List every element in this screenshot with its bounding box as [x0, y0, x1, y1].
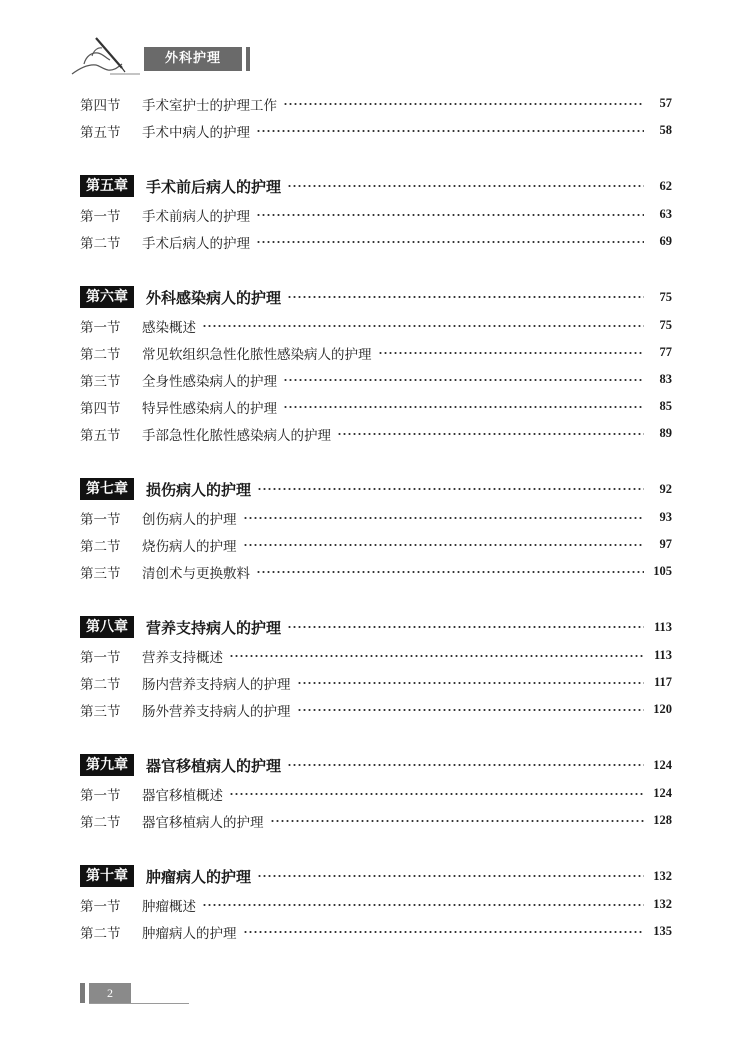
dot-leader	[378, 351, 645, 355]
section-title: 清创术与更换敷料	[142, 565, 250, 582]
dot-leader	[243, 543, 645, 547]
section-row[interactable]	[80, 339, 672, 366]
dot-leader	[256, 213, 644, 217]
section-title: 器官移植概述	[142, 787, 223, 804]
section-title: 营养支持概述	[142, 649, 223, 666]
chapter-page-number: 75	[659, 289, 672, 304]
section-row[interactable]	[80, 918, 672, 945]
chapter-block	[80, 861, 672, 945]
section-row[interactable]	[80, 420, 672, 447]
chapter-label: 第六章	[80, 286, 134, 308]
section-label: 第一节	[80, 787, 121, 804]
section-label: 第二节	[80, 346, 121, 363]
section-label: 第一节	[80, 319, 121, 336]
dot-leader	[243, 516, 645, 520]
section-label: 第四节	[80, 97, 121, 114]
chapter-label: 第九章	[80, 754, 134, 776]
footer-bar	[80, 983, 85, 1003]
section-page-number: 75	[659, 318, 672, 332]
section-page-number: 83	[659, 372, 672, 386]
chapter-label: 第七章	[80, 478, 134, 500]
chapter-title: 营养支持病人的护理	[146, 618, 282, 637]
chapter-row[interactable]	[80, 750, 672, 780]
book-title: 外科护理	[144, 47, 242, 71]
section-page-number: 69	[659, 234, 672, 248]
chapter-page-number: 62	[659, 178, 672, 193]
section-label: 第一节	[80, 208, 121, 225]
header-edge-bar	[246, 47, 250, 71]
section-row[interactable]	[80, 228, 672, 255]
dot-leader	[297, 681, 645, 685]
section-page-number: 105	[653, 564, 672, 578]
chapter-row[interactable]	[80, 282, 672, 312]
section-row[interactable]	[80, 201, 672, 228]
section-page-number: 93	[659, 510, 672, 524]
section-title: 常见软组织急性化脓性感染病人的护理	[142, 346, 372, 363]
section-label: 第三节	[80, 373, 121, 390]
section-row[interactable]	[80, 393, 672, 420]
section-title: 感染概述	[142, 319, 196, 336]
dot-leader	[256, 129, 644, 133]
dot-leader	[283, 378, 644, 382]
section-label: 第二节	[80, 676, 121, 693]
section-label: 第五节	[80, 124, 121, 141]
section-label: 第二节	[80, 814, 121, 831]
section-label: 第五节	[80, 427, 121, 444]
section-title: 全身性感染病人的护理	[142, 373, 277, 390]
chapter-row[interactable]	[80, 612, 672, 642]
section-title: 特异性感染病人的护理	[142, 400, 277, 417]
section-page-number: 57	[659, 96, 672, 110]
dot-leader	[257, 874, 644, 878]
page-footer	[80, 983, 190, 1005]
section-title: 肠内营养支持病人的护理	[142, 676, 291, 693]
section-label: 第一节	[80, 511, 121, 528]
chapter-title: 损伤病人的护理	[146, 480, 252, 499]
section-label: 第四节	[80, 400, 121, 417]
section-title: 手术后病人的护理	[142, 235, 250, 252]
chapter-page-number: 124	[653, 757, 672, 772]
section-page-number: 77	[659, 345, 672, 359]
dot-leader	[270, 819, 645, 823]
dot-leader	[229, 654, 644, 658]
section-page-number: 85	[659, 399, 672, 413]
section-label: 第一节	[80, 649, 121, 666]
chapter-row[interactable]	[80, 474, 672, 504]
dot-leader	[202, 324, 644, 328]
section-page-number: 117	[653, 675, 672, 689]
section-page-number: 124	[653, 786, 672, 800]
section-title: 肠外营养支持病人的护理	[142, 703, 291, 720]
dot-leader	[283, 405, 644, 409]
chapter-label: 第八章	[80, 616, 134, 638]
chapter-block	[80, 750, 672, 834]
section-label: 第一节	[80, 898, 121, 915]
section-row[interactable]	[80, 90, 672, 117]
section-label: 第二节	[80, 925, 121, 942]
dot-leader	[287, 763, 644, 767]
section-page-number: 97	[659, 537, 672, 551]
section-row[interactable]	[80, 696, 672, 723]
chapter-block	[80, 90, 672, 144]
section-row[interactable]	[80, 504, 672, 531]
hand-writing-pen-icon	[70, 34, 142, 78]
chapter-title: 手术前后病人的护理	[146, 177, 282, 196]
page-header	[70, 30, 270, 78]
section-label: 第二节	[80, 538, 121, 555]
section-row[interactable]	[80, 531, 672, 558]
chapter-block	[80, 282, 672, 447]
chapter-page-number: 92	[659, 481, 672, 496]
section-title: 器官移植病人的护理	[142, 814, 264, 831]
section-row[interactable]	[80, 807, 672, 834]
section-page-number: 63	[659, 207, 672, 221]
section-row[interactable]	[80, 366, 672, 393]
section-title: 手术前病人的护理	[142, 208, 250, 225]
section-page-number: 120	[653, 702, 672, 716]
section-title: 烧伤病人的护理	[142, 538, 237, 555]
dot-leader	[256, 240, 644, 244]
section-page-number: 89	[659, 426, 672, 440]
chapter-page-number: 132	[653, 868, 672, 883]
section-title: 手术室护士的护理工作	[142, 97, 277, 114]
section-label: 第二节	[80, 235, 121, 252]
section-page-number: 128	[653, 813, 672, 827]
chapter-row[interactable]	[80, 861, 672, 891]
section-label: 第三节	[80, 565, 121, 582]
section-row[interactable]	[80, 891, 672, 918]
dot-leader	[243, 930, 645, 934]
section-label: 第三节	[80, 703, 121, 720]
section-row[interactable]	[80, 669, 672, 696]
dot-leader	[287, 625, 644, 629]
table-of-contents	[80, 90, 672, 945]
section-title: 肿瘤概述	[142, 898, 196, 915]
chapter-title: 器官移植病人的护理	[146, 756, 282, 775]
section-title: 手术中病人的护理	[142, 124, 250, 141]
chapter-block	[80, 171, 672, 255]
section-title: 手部急性化脓性感染病人的护理	[142, 427, 331, 444]
chapter-block	[80, 474, 672, 585]
section-page-number: 58	[659, 123, 672, 137]
chapter-page-number: 113	[653, 619, 672, 634]
chapter-label: 第十章	[80, 865, 134, 887]
footer-rule	[89, 1003, 189, 1004]
dot-leader	[287, 295, 644, 299]
dot-leader	[256, 570, 644, 574]
page-number: 2	[89, 983, 131, 1003]
section-row[interactable]	[80, 312, 672, 339]
section-page-number: 135	[653, 924, 672, 938]
section-title: 肿瘤病人的护理	[142, 925, 237, 942]
chapter-label: 第五章	[80, 175, 134, 197]
dot-leader	[297, 708, 645, 712]
section-page-number: 132	[653, 897, 672, 911]
section-row[interactable]	[80, 780, 672, 807]
dot-leader	[257, 487, 644, 491]
section-page-number: 113	[653, 648, 672, 662]
section-row[interactable]	[80, 558, 672, 585]
chapter-title: 外科感染病人的护理	[146, 288, 282, 307]
dot-leader	[337, 432, 644, 436]
dot-leader	[283, 102, 644, 106]
chapter-row[interactable]	[80, 171, 672, 201]
chapter-title: 肿瘤病人的护理	[146, 867, 252, 886]
dot-leader	[287, 184, 644, 188]
dot-leader	[229, 792, 644, 796]
section-title: 创伤病人的护理	[142, 511, 237, 528]
section-row[interactable]	[80, 642, 672, 669]
dot-leader	[202, 903, 644, 907]
section-row[interactable]	[80, 117, 672, 144]
chapter-block	[80, 612, 672, 723]
